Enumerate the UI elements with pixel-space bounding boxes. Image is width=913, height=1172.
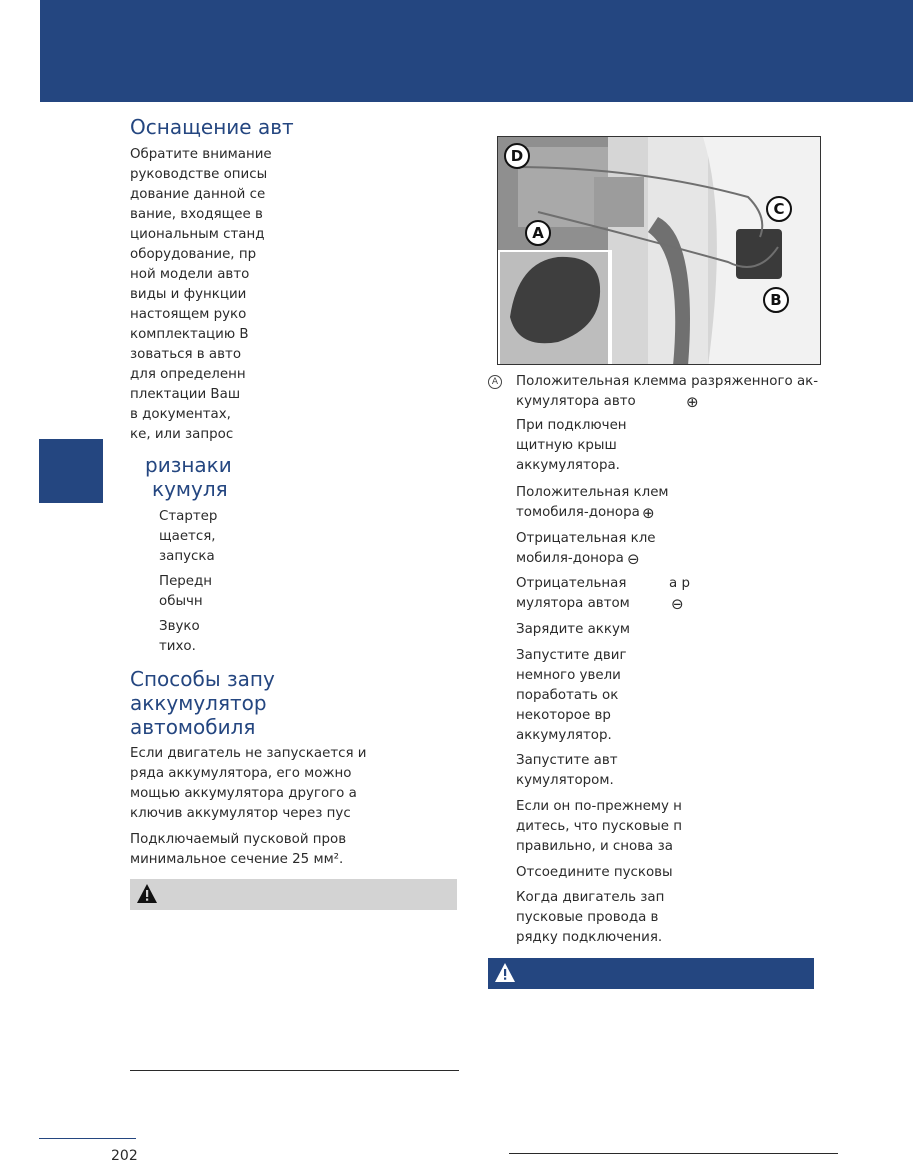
figure-label-b: B: [763, 287, 789, 313]
section-heading-methods: Способы запу аккумулятор автомобиля: [130, 667, 275, 739]
item-a-text: Положительная клемма разряженного ак- кумулятора авто: [516, 374, 819, 409]
minus-terminal-icon: ⊖: [627, 550, 640, 568]
jump-start-illustration: [497, 136, 821, 365]
section-heading-signs-line1: ризнаки: [145, 453, 232, 477]
step-item-fragment: а р: [669, 576, 690, 591]
item-a-marker: A: [488, 375, 502, 389]
chapter-tab: [39, 439, 103, 503]
sign-item: Стартер щается, запуска: [159, 509, 218, 564]
step-item: Если он по-прежнему н дитесь, что пусковые п правильно, и снова за: [516, 799, 682, 854]
step-item: Отсоедините пусковы: [516, 865, 673, 880]
methods-paragraph: Если двигатель не запускается и ряда аккумулятора, его можно мощью аккумулятора другого а ключив аккумулятор через пус: [130, 746, 367, 821]
step-item: Отрицательная мулятора автом: [516, 576, 630, 611]
plus-terminal-icon: ⊕: [686, 393, 699, 411]
section-heading-signs-line2: кумуля: [152, 477, 228, 501]
warning-triangle-icon: [494, 962, 516, 984]
intro-paragraph: Обратите внимание руководстве описы дование данной се вание, входящее в циональным станд оборудование, пр ной модели авто виды и функции настоящем руко комплектацию В зоваться в авто для определенн плектации Ваш в документах, ке, или запрос: [130, 147, 272, 442]
minus-terminal-icon: ⊖: [671, 595, 684, 613]
header-banner: [40, 0, 913, 102]
figure-label-a: A: [525, 220, 551, 246]
warning-banner: [488, 958, 814, 989]
sign-item: Звуко тихо.: [159, 619, 200, 654]
cable-paragraph: Подключаемый пусковой пров минимальное сечение 25 мм².: [130, 832, 347, 867]
footnote-rule: [130, 1070, 459, 1071]
step-item: Положительная клем томобиля-донора: [516, 485, 669, 520]
bottom-rule: [509, 1153, 838, 1154]
sign-item: Передн обычн: [159, 574, 213, 609]
warning-note-box: [130, 879, 457, 910]
step-item: При подключен щитную крыш аккумулятора.: [516, 418, 627, 473]
step-item: Отрицательная кле мобиля-донора: [516, 531, 656, 566]
step-item: Запустите двиг немного увели поработать ок некоторое вр аккумулятор.: [516, 648, 627, 743]
step-item: Запустите авт кумулятором.: [516, 753, 618, 788]
figure-label-d: D: [504, 143, 530, 169]
plus-terminal-icon: ⊕: [642, 504, 655, 522]
step-item: Когда двигатель зап пусковые провода в рядку подключения.: [516, 890, 665, 945]
step-item: Зарядите аккум: [516, 622, 631, 637]
page-number: 202: [111, 1148, 138, 1164]
warning-triangle-icon: [136, 883, 158, 905]
page-number-rule: [39, 1138, 136, 1139]
figure-label-c: C: [766, 196, 792, 222]
section-heading-equipment: Оснащение авт: [130, 115, 294, 139]
